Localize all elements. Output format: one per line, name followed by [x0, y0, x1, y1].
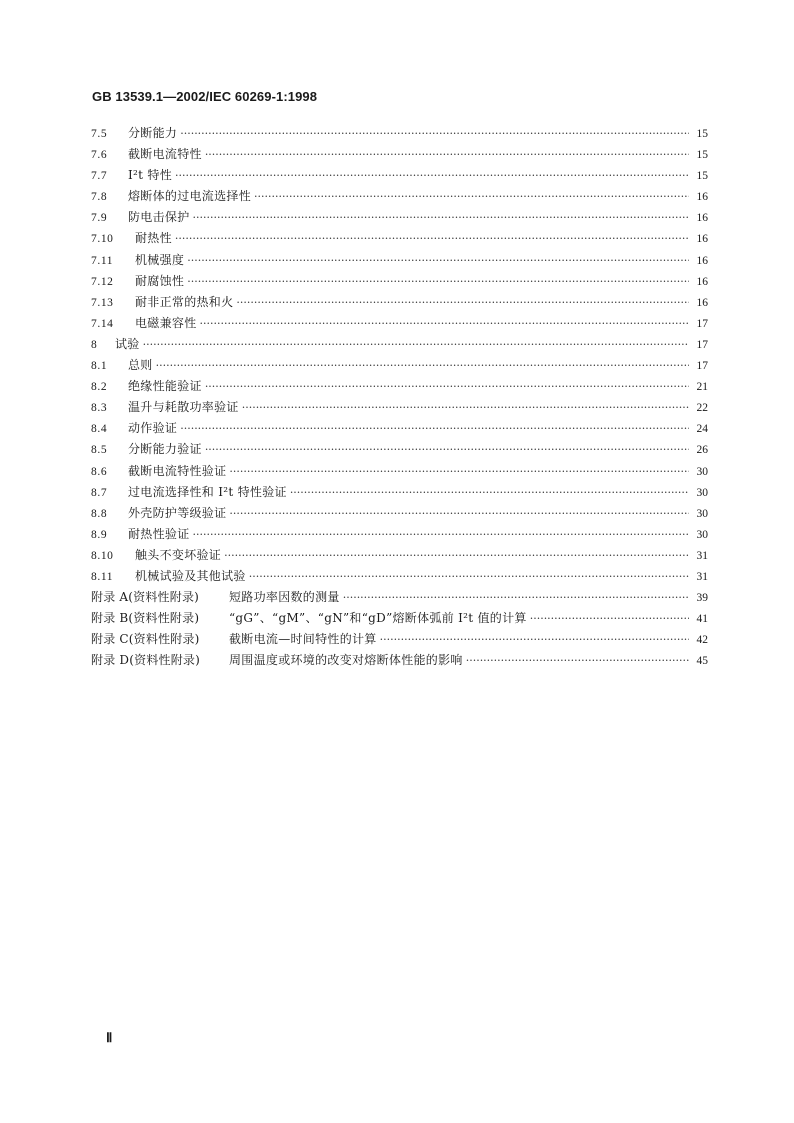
toc-entry[interactable]: [91, 524, 708, 545]
toc-leader-dots: [380, 629, 689, 650]
toc-entry-page: 21: [696, 381, 708, 394]
toc-leader-dots: [187, 250, 689, 271]
toc-entry-page: 30: [696, 507, 708, 520]
toc-entry[interactable]: [91, 503, 708, 524]
toc-entry-page: 42: [696, 634, 708, 647]
toc-entry[interactable]: [91, 482, 708, 503]
toc-entry-number: 7.5: [91, 128, 108, 140]
toc-entry-title: 过电流选择性和 I²t 特性验证: [128, 484, 287, 499]
toc-entry-title: I²t 特性: [128, 168, 172, 183]
toc-entry-number: 8.9: [91, 528, 108, 541]
toc-entry-page: 16: [696, 296, 708, 309]
toc-entry-title: 耐热性验证: [128, 526, 190, 541]
toc-entry-title: 短路功率因数的测量: [229, 590, 340, 605]
toc-leader-dots: [343, 587, 689, 608]
toc-entry-number: 7.7: [91, 170, 108, 183]
toc-entry-number: 7.8: [91, 191, 108, 204]
toc-entry-title: 耐腐蚀性: [135, 273, 185, 288]
toc-entry-number: 8.11: [91, 570, 114, 583]
toc-leader-dots: [290, 482, 689, 503]
toc-entry-number: 8.4: [91, 423, 108, 436]
toc-leader-dots: [205, 439, 689, 460]
toc-entry[interactable]: [91, 439, 708, 460]
toc-entry-title: 绝缘性能验证: [128, 379, 202, 394]
toc-leader-dots: [530, 608, 689, 629]
toc-entry-number: 8.5: [91, 444, 108, 457]
toc-leader-dots: [224, 545, 689, 566]
toc-entry-page: 17: [696, 360, 708, 373]
toc-entry-number: 8.1: [91, 360, 108, 373]
toc-leader-dots: [175, 165, 689, 186]
toc-entry[interactable]: [91, 228, 708, 249]
toc-entry-number: 7.11: [91, 254, 114, 267]
toc-entry-title: 机械试验及其他试验: [135, 568, 246, 583]
toc-entry-page: 39: [696, 592, 708, 605]
toc-entry-page: 15: [696, 170, 708, 183]
toc-entry-title: 防电击保护: [128, 210, 190, 225]
toc-appendix-entry[interactable]: [91, 650, 708, 671]
toc-leader-dots: [187, 271, 689, 292]
toc-leader-dots: [180, 418, 689, 439]
toc-entry-page: 16: [696, 275, 708, 288]
toc-entry[interactable]: [91, 271, 708, 292]
toc-entry-page: 30: [696, 486, 708, 499]
toc-leader-dots: [200, 313, 689, 334]
toc-entry-title: 动作验证: [128, 421, 178, 436]
toc-entry-page: 16: [696, 191, 708, 204]
toc-entry[interactable]: [91, 545, 708, 566]
toc-leader-dots: [242, 397, 689, 418]
toc-leader-dots: [236, 292, 689, 313]
toc-entry-number: 7.6: [91, 149, 108, 162]
toc-entry[interactable]: [91, 418, 708, 439]
toc-entry-number: 8.8: [91, 507, 108, 520]
toc-entry-title: 截断电流—时间特性的计算: [229, 632, 377, 647]
toc-entry-title: 外壳防护等级验证: [128, 505, 227, 520]
toc-entry[interactable]: [91, 292, 708, 313]
toc-entry[interactable]: [91, 123, 708, 144]
toc-entry-number: 8.6: [91, 465, 108, 478]
toc-entry-title: 温升与耗散功率验证: [128, 400, 239, 415]
toc-leader-dots: [229, 503, 689, 524]
toc-entry[interactable]: [91, 250, 708, 271]
toc-leader-dots: [180, 123, 689, 144]
toc-appendix-label: 附录 C(资料性附录): [91, 632, 200, 647]
toc-entry[interactable]: [91, 566, 708, 587]
toc-entry[interactable]: [91, 376, 708, 397]
toc-leader-dots: [175, 228, 689, 249]
toc-entry-number: 7.12: [91, 275, 114, 288]
toc-entry-page: 16: [696, 254, 708, 267]
toc-appendix-label: 附录 B(资料性附录): [91, 611, 200, 626]
toc-entry-title: 熔断体的过电流选择性: [128, 189, 252, 204]
toc-entry-title: 机械强度: [135, 252, 185, 267]
toc-leader-dots: [229, 461, 689, 482]
toc-entry-number: 7.13: [91, 296, 114, 309]
toc-entry-page: 31: [696, 570, 708, 583]
toc-entry-title: 耐非正常的热和火: [135, 294, 234, 309]
toc-entry-page: 30: [696, 465, 708, 478]
toc-entry[interactable]: [91, 207, 708, 228]
toc-entry-page: 45: [696, 655, 708, 668]
toc-leader-dots: [193, 207, 689, 228]
toc-entry-page: 15: [696, 149, 708, 162]
toc-entry-title: 总则: [128, 358, 153, 373]
toc-entry-number: 7.10: [91, 233, 114, 246]
toc-leader-dots: [205, 376, 689, 397]
toc-entry-title: 截断电流特性: [128, 147, 202, 162]
toc-leader-dots: [466, 650, 689, 671]
toc-entry-page: 16: [696, 212, 708, 225]
toc-leader-dots: [143, 334, 689, 355]
toc-entry-title: 试验: [115, 336, 140, 351]
toc-entry-number: 8.10: [91, 549, 114, 562]
toc-entry[interactable]: [91, 334, 708, 355]
toc-entry-number: 8.7: [91, 486, 108, 499]
toc-appendix-label: 附录 A(资料性附录): [91, 590, 200, 605]
document-header: GB 13539.1—2002/IEC 60269-1:1998: [92, 89, 318, 104]
toc-appendix-entry[interactable]: [91, 587, 708, 608]
toc-entry-page: 24: [696, 423, 708, 436]
toc-leader-dots: [205, 144, 689, 165]
toc-entry-title: 周围温度或环境的改变对熔断体性能的影响: [229, 653, 463, 668]
table-of-contents: [91, 123, 708, 671]
toc-leader-dots: [193, 524, 689, 545]
toc-leader-dots: [156, 355, 689, 376]
toc-entry[interactable]: [91, 397, 708, 418]
toc-entry-title: 耐热性: [135, 231, 172, 246]
toc-entry-title: 电磁兼容性: [135, 315, 197, 330]
toc-entry-number: 7.14: [91, 317, 114, 330]
toc-entry-number: 8: [91, 338, 98, 351]
toc-entry-page: 30: [696, 528, 708, 541]
toc-entry[interactable]: [91, 186, 708, 207]
page-number: Ⅱ: [106, 1030, 113, 1045]
toc-entry[interactable]: [91, 461, 708, 482]
toc-entry-title: 分断能力验证: [128, 442, 202, 457]
toc-appendix-entry[interactable]: [91, 608, 708, 629]
toc-entry-page: 17: [696, 338, 708, 351]
toc-entry-page: 31: [696, 549, 708, 562]
toc-entry-page: 22: [696, 402, 708, 415]
toc-appendix-label: 附录 D(资料性附录): [91, 653, 200, 668]
toc-entry-title: 触头不变坏验证: [135, 547, 222, 562]
toc-entry-page: 16: [696, 233, 708, 246]
toc-leader-dots: [249, 566, 689, 587]
toc-entry[interactable]: [91, 144, 708, 165]
toc-entry-title: 截断电流特性验证: [128, 463, 227, 478]
toc-entry-number: 7.9: [91, 212, 108, 225]
toc-entry-title: 分断能力: [128, 126, 178, 140]
toc-entry-page: 41: [696, 613, 708, 626]
toc-leader-dots: [254, 186, 689, 207]
toc-entry-title: “gG”、“gM”、“gN”和“gD”熔断体弧前 I²t 值的计算: [229, 611, 527, 626]
toc-entry-number: 8.2: [91, 381, 108, 394]
toc-entry-page: 15: [696, 128, 708, 140]
toc-appendix-entry[interactable]: [91, 629, 708, 650]
toc-entry[interactable]: [91, 165, 708, 186]
toc-entry[interactable]: [91, 355, 708, 376]
toc-entry-number: 8.3: [91, 402, 108, 415]
toc-entry-page: 17: [696, 317, 708, 330]
toc-entry-page: 26: [696, 444, 708, 457]
toc-entry[interactable]: [91, 313, 708, 334]
